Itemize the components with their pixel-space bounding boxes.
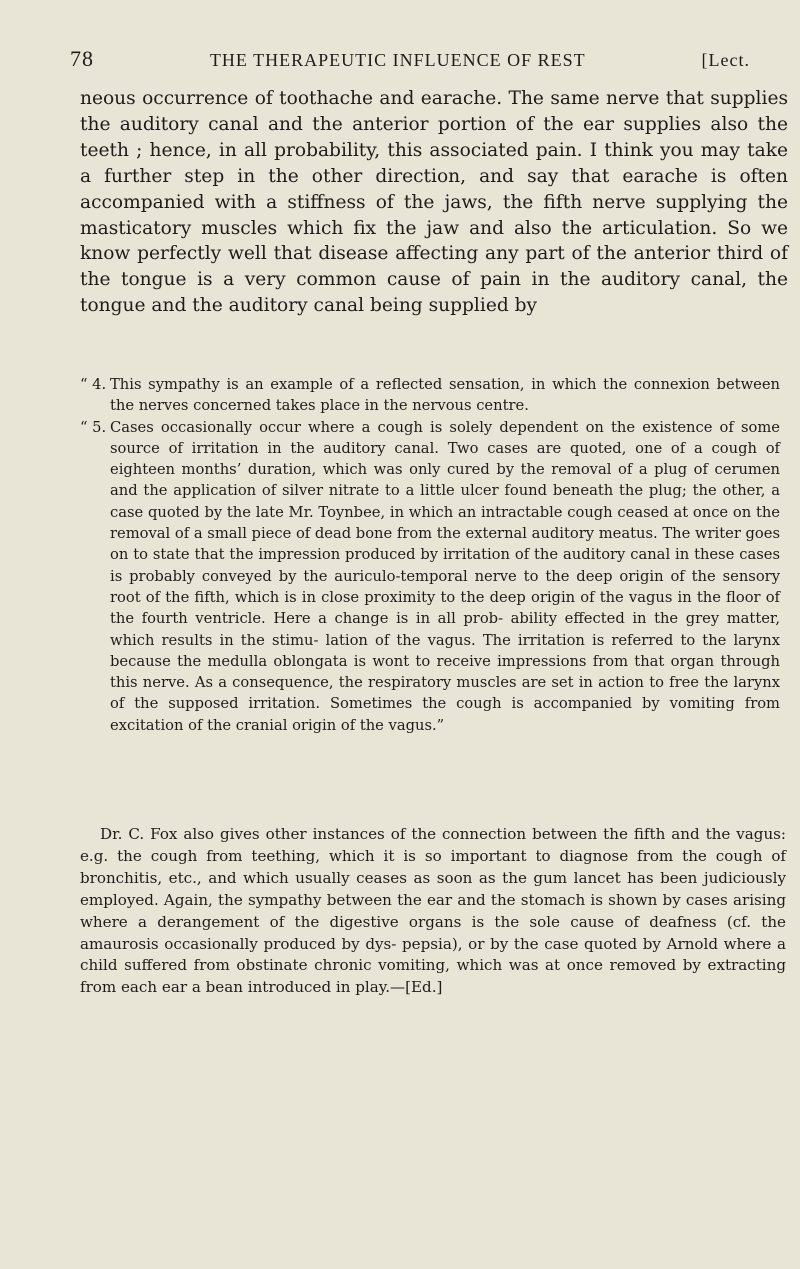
page-number: 78 bbox=[70, 46, 94, 71]
note-5-marker: “ 5. bbox=[80, 418, 107, 436]
note-4 bbox=[80, 374, 780, 417]
lecture-marker: [Lect. bbox=[701, 50, 750, 70]
running-header bbox=[70, 46, 750, 72]
body-paragraph: neous occurrence of toothache and earache. The same nerve that supplies the auditory canal and the anterior portion of the ear supplies also the teeth ; hence, in all probability, this associated pain. I think you may take a further step in the other direction, and say that earache is often accompanied with a stiffness of the jaws, the fifth nerve supplying the masticatory muscles which fix the jaw and also the articulation. So we know perfectly well that disease affecting any part of the anterior third of the tongue is a very common cause of pain in the auditory canal, the tongue and the auditory canal being supplied by bbox=[80, 88, 788, 317]
quoted-notes bbox=[80, 374, 780, 736]
note-4-marker: “ 4. bbox=[80, 376, 107, 393]
note-5-text: Cases occasionally occur where a cough is solely dependent on the existence of some source of irritation in the auditory canal. Two cases are quoted, one of a cough of eighteen months’ duration, which was only cured by the removal of a plug of cerumen and the application of silver nitrate to a little ulcer found beneath the plug; the other, a case quoted by the late Mr. Toynbee, in which an intractable cough ceased at once on the removal of a small piece of dead bone from the external auditory meatus. The writer goes on to state that the impression produced by irritation of the auditory canal in these cases is probably conveyed by the auriculo-temporal nerve to the deep origin of the sensory root of the fifth, which is in close proximity to the deep origin of the vagus in the floor of the fourth ventricle. Here a change is in all prob- ability effected in the grey matter, which results in the stimu- lation of the vagus. The irritation is referred to the larynx because the medulla oblongata is wont to receive impressions from that organ through this nerve. As a consequence, the respiratory muscles are set in action to free the larynx of the supposed irritation. Sometimes the cough is accompanied by vomiting from excitation of the cranial origin of the vagus.” bbox=[110, 418, 780, 734]
note-4-text: This sympathy is an example of a reflected sensation, in which the connexion between the nerves concerned takes place in the nervous centre. bbox=[110, 376, 780, 415]
running-title: THE THERAPEUTIC INFLUENCE OF REST bbox=[209, 50, 586, 70]
note-5 bbox=[80, 417, 780, 736]
editor-note: Dr. C. Fox also gives other instances of the connection between the fifth and the vagus: e.g. the cough from teething, which it is so important to diagnose from the cough of bronchitis, etc., and which usually ceases as soon as the gum lancet has been judiciously employed. Again, the sympathy between the ear and the stomach is shown by cases arising where a derangement of the digestive organs is the sole cause of deafness (cf. the amaurosis occasionally produced by dys- pepsia), or by the case quoted by Arnold where a child suffered from obstinate chronic vomiting, which was at once removed by extracting from each ear a bean introduced in play.—[Ed.] bbox=[80, 825, 786, 997]
